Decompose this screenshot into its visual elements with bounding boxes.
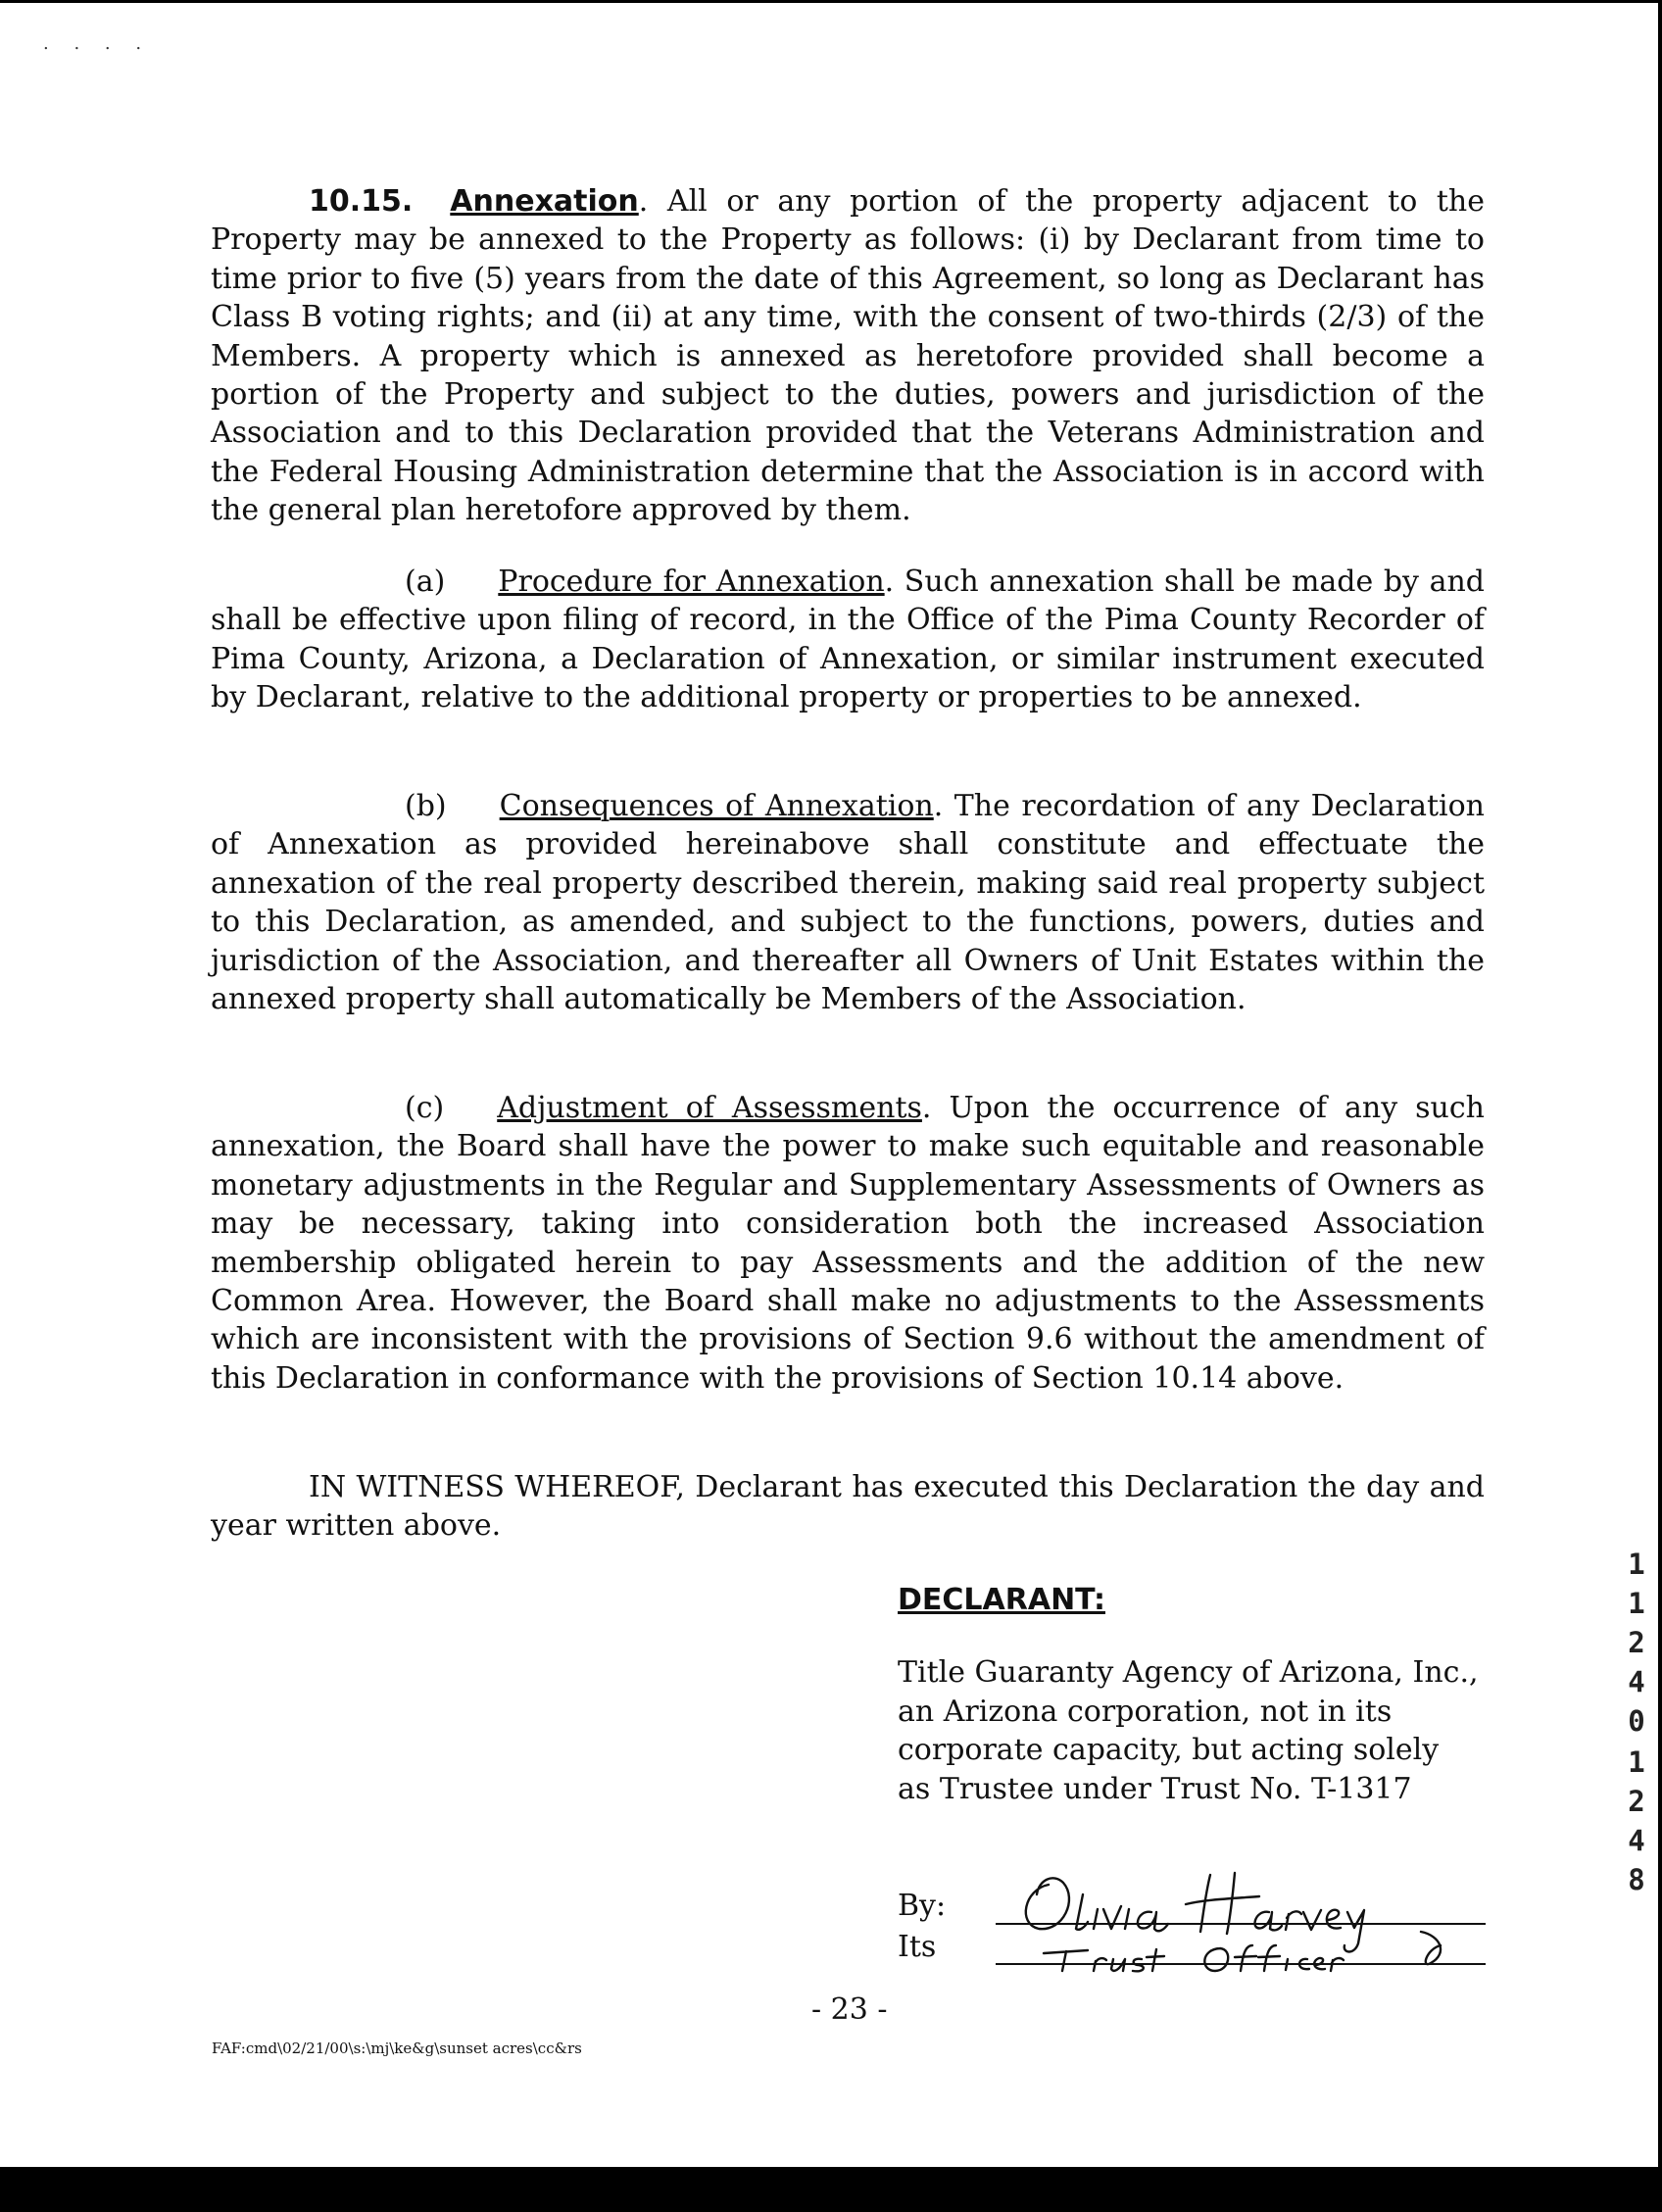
handwritten-signature <box>1009 1855 1480 1973</box>
page-number: - 23 - <box>811 1992 888 2027</box>
stamp-digit: 2 <box>1628 1785 1645 1818</box>
recording-stamp-book <box>1622 1545 1651 1741</box>
scan-border-right <box>1658 0 1662 2212</box>
scan-border-top <box>0 0 1662 3</box>
witness-text: IN WITNESS WHEREOF, Declarant has executed this Declaration the day and year written above. <box>211 1470 1485 1544</box>
declarant-block <box>898 1581 1479 1808</box>
subsection-b-body: . The recordation of any Declaration of Annexation as provided hereinabove shall constitute and effectuate the annexation of the real property described therein, making said real property subject to this Declaration, as amended, and subject to the functions, powers, duties and jurisdiction of the Association, and thereafter all Owners of Unit Estates within the annexed property shall automatically be Members of the Association. <box>211 789 1485 1017</box>
by-label: By: <box>898 1889 947 1923</box>
stamp-digit: 1 <box>1628 1548 1645 1581</box>
witness-paragraph <box>211 1468 1485 1546</box>
section-title: Annexation <box>450 184 639 219</box>
stamp-digit: 1 <box>1628 1587 1645 1620</box>
subsection-c-label: (c) <box>405 1091 445 1125</box>
stamp-digit: 2 <box>1628 1626 1645 1659</box>
stamp-digit: 8 <box>1628 1863 1645 1896</box>
scan-border-bottom <box>0 2167 1662 2212</box>
its-label: Its <box>898 1930 937 1964</box>
declarant-line: an Arizona corporation, not in its <box>898 1694 1393 1729</box>
recording-stamp-page <box>1622 1743 1651 1899</box>
stamp-digit: 4 <box>1628 1665 1645 1698</box>
stamp-digit: 1 <box>1628 1745 1645 1779</box>
declarant-heading: DECLARANT: <box>898 1583 1105 1617</box>
subsection-b-title: Consequences of Annexation <box>499 789 934 823</box>
declarant-line: Title Guaranty Agency of Arizona, Inc., <box>898 1655 1479 1691</box>
footer-file-path: FAF:cmd\02/21/00\s:\mj\ke&g\sunset acres\cc&rs <box>212 2040 582 2057</box>
subsection-a-title: Procedure for Annexation <box>498 565 885 599</box>
stamp-digit: 0 <box>1628 1704 1645 1738</box>
scan-specks: . . . . <box>43 33 152 54</box>
subsection-c-body: . Upon the occurrence of any such annexation, the Board shall have the power to make such equitable and reasonable monetary adjustments in the Regular and Supplementary Assessments of Owners as may be necessary, taking into consideration both the increased Association membership obligated herein to pay Assessments and the addition of the new Common Area. However, the Board shall make no adjustments to the Assessments which are inconsistent with the provisions of Section 9.6 without the amendment of this Declaration in conformance with the provisions of Section 10.14 above. <box>211 1091 1486 1396</box>
subsection-c-title: Adjustment of Assessments <box>497 1091 922 1125</box>
subsection-a-body: . Such annexation shall be made by and shall be effective upon filing of record, in the Office of the Pima County Recorder of Pima County, Arizona, a Declaration of Annexation, or similar instrument executed by Declarant, relative to the additional property or properties to be annexed. <box>211 565 1485 715</box>
declarant-line: corporate capacity, but acting solely <box>898 1733 1440 1768</box>
stamp-digit: 4 <box>1628 1824 1645 1857</box>
section-paragraph <box>211 182 1485 530</box>
section-number: 10.15. <box>309 184 414 219</box>
subsection-c <box>211 1089 1485 1398</box>
subsection-a <box>211 563 1485 717</box>
subsection-a-label: (a) <box>405 565 446 599</box>
subsection-b <box>211 787 1485 1018</box>
subsection-b-label: (b) <box>405 789 447 823</box>
section-body: . All or any portion of the property adjacent to the Property may be annexed to the Property as follows: (i) by Declarant from time to time prior to five (5) years from the date of this Agreement, so long as Declarant has Class B voting rights; and (ii) at any time, with the consent of two-thirds (2/3) of the Members. A property which is annexed as heretofore provided shall become a portion of the Property and subject to the duties, powers and jurisdiction of the Association and to this Declaration provided that the Veterans Administration and the Federal Housing Administration determine that the Association is in accord with the general plan heretofore approved by them. <box>211 184 1485 528</box>
declarant-line: as Trustee under Trust No. T-1317 <box>898 1771 1412 1806</box>
